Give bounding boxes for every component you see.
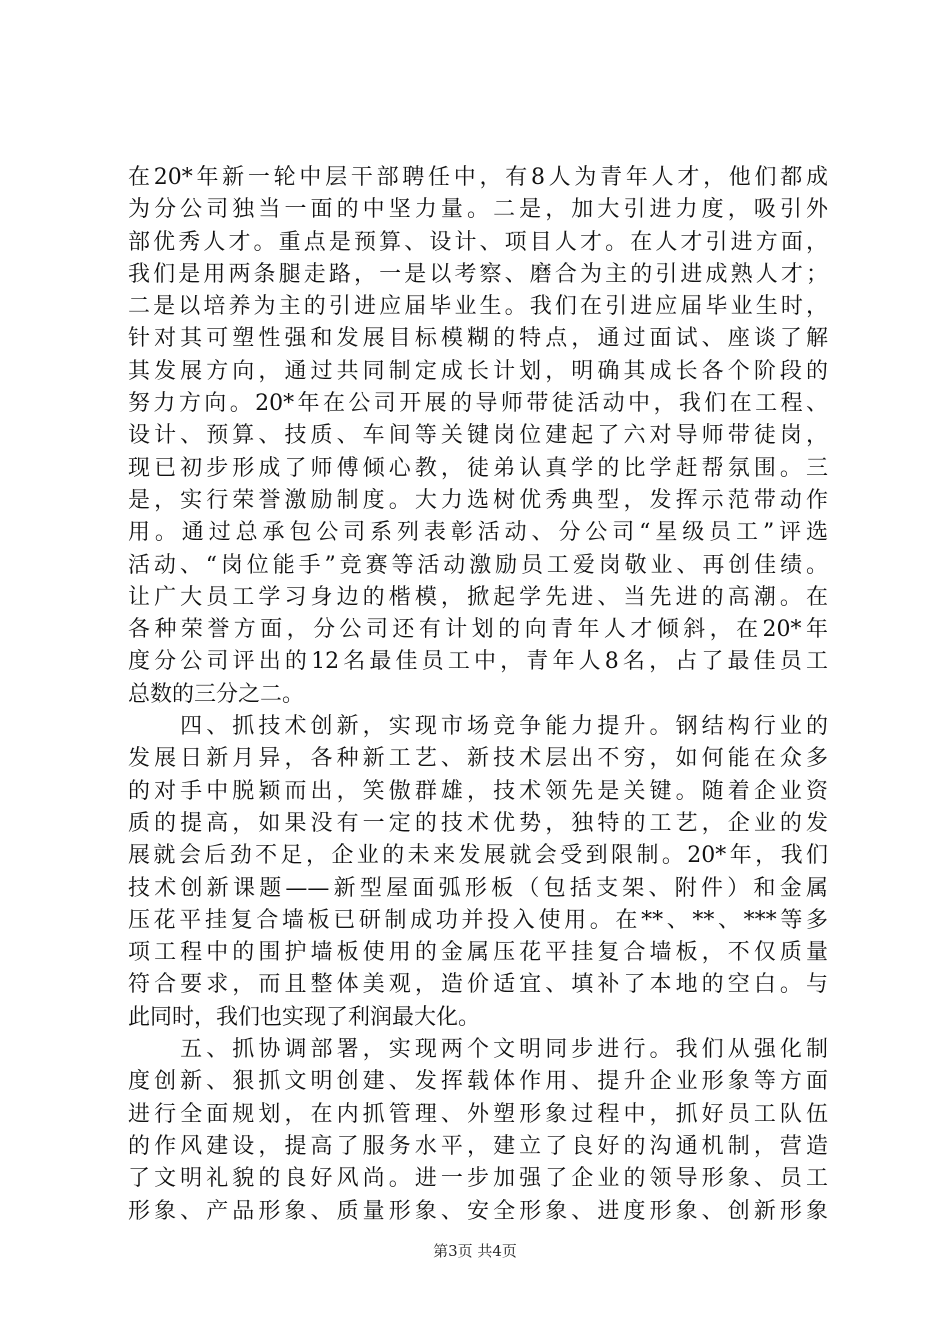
text-line: 为分公司独当一面的中坚力量。二是，加大引进力度，吸引外 xyxy=(128,197,828,223)
text-line: 压花平挂复合墙板已研制成功并投入使用。在**、**、***等多 xyxy=(128,907,828,933)
text-line: 形象、产品形象、质量形象、安全形象、进度形象、创新形象 xyxy=(128,1198,828,1224)
text-line: 技术创新课题——新型屋面弧形板（包括支架、附件）和金属 xyxy=(128,875,828,901)
text-line: 设计、预算、技质、车间等关键岗位建起了六对导师带徒岗， xyxy=(128,423,828,449)
page-footer: 第3页 共4页 xyxy=(433,1242,517,1260)
text-line: 项工程中的围护墙板使用的金属压花平挂复合墙板，不仅质量 xyxy=(128,940,828,966)
text-line: 我们是用两条腿走路，一是以考察、磨合为主的引进成熟人才； xyxy=(128,261,828,287)
text-line: 度创新、狠抓文明创建、发挥载体作用、提升企业形象等方面 xyxy=(128,1069,828,1095)
text-line: 度分公司评出的12名最佳员工中，青年人8名，占了最佳员工 xyxy=(128,649,828,675)
text-line: 质的提高，如果没有一定的技术优势，独特的工艺，企业的发 xyxy=(128,810,828,836)
text-line: 总数的三分之二。 xyxy=(128,681,305,707)
text-line: 的对手中脱颖而出，笑傲群雄，技术领先是关键。随着企业资 xyxy=(128,778,828,804)
text-line: 了文明礼貌的良好风尚。进一步加强了企业的领导形象、员工 xyxy=(128,1166,828,1192)
text-line: 四、抓技术创新，实现市场竞争能力提升。钢结构行业的 xyxy=(128,714,828,740)
text-line: 符合要求，而且整体美观，造价适宜、填补了本地的空白。与 xyxy=(128,972,828,998)
text-line: 发展日新月异，各种新工艺、新技术层出不穷，如何能在众多 xyxy=(128,746,828,772)
text-line: 此同时，我们也实现了利润最大化。 xyxy=(128,1004,481,1030)
text-line: 二是以培养为主的引进应届毕业生。我们在引进应届毕业生时， xyxy=(128,294,828,320)
text-line: 活动、“岗位能手”竞赛等活动激励员工爱岗敬业、再创佳绩。 xyxy=(128,552,828,578)
text-line: 展就会后劲不足，企业的未来发展就会受到限制。20*年，我们 xyxy=(128,843,828,869)
text-line: 努力方向。20*年在公司开展的导师带徒活动中，我们在工程、 xyxy=(128,391,828,417)
text-line: 在20*年新一轮中层干部聘任中，有8人为青年人才，他们都成 xyxy=(128,165,828,190)
text-line: 让广大员工学习身边的楷模，掀起学先进、当先进的高潮。在 xyxy=(128,584,828,610)
text-line: 进行全面规划，在内抓管理、外塑形象过程中，抓好员工队伍 xyxy=(128,1101,828,1127)
text-line: 针对其可塑性强和发展目标模糊的特点，通过面试、座谈了解 xyxy=(128,326,828,352)
text-line: 各种荣誉方面，分公司还有计划的向青年人才倾斜，在20*年 xyxy=(128,617,828,643)
body-text xyxy=(128,162,828,1228)
text-line: 是，实行荣誉激励制度。大力选树优秀典型，发挥示范带动作 xyxy=(128,487,828,513)
text-line: 五、抓协调部署，实现两个文明同步进行。我们从强化制 xyxy=(128,1037,828,1063)
text-line: 的作风建设，提高了服务水平，建立了良好的沟通机制，营造 xyxy=(128,1133,828,1159)
text-line: 用。通过总承包公司系列表彰活动、分公司“星级员工”评选 xyxy=(128,520,828,546)
text-line: 其发展方向，通过共同制定成长计划，明确其成长各个阶段的 xyxy=(128,358,828,384)
text-line: 现已初步形成了师傅倾心教，徒弟认真学的比学赶帮氛围。三 xyxy=(128,455,828,481)
text-line: 部优秀人才。重点是预算、设计、项目人才。在人才引进方面， xyxy=(128,229,828,255)
